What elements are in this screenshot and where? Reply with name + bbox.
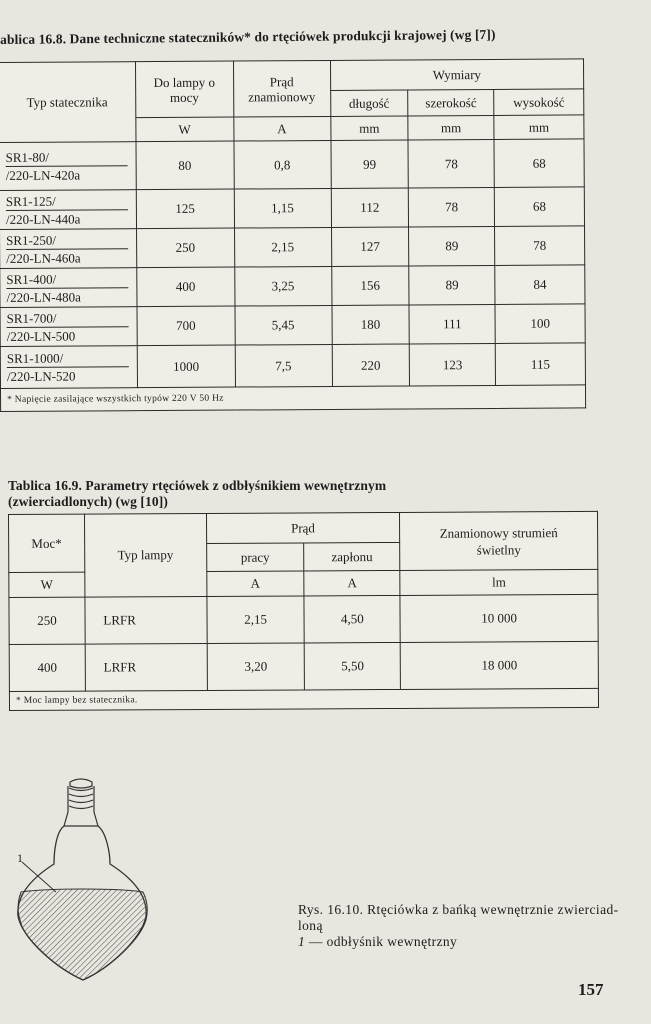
table-footnote: * Moc lampy bez statecznika. xyxy=(9,688,598,710)
unit-operating: A xyxy=(206,571,304,597)
lamp-base xyxy=(64,779,98,826)
ballast-type: SR1-400/ /220-LN-480a xyxy=(0,268,137,308)
table-16-8-caption: ablica 16.8. Dane techniczne stateczników* do rtęciówek produkcji krajowej (wg [7]) xyxy=(0,26,496,47)
ballast-type: SR1-125/ /220-LN-440a xyxy=(0,190,136,230)
table-row xyxy=(0,139,584,191)
ballast-data-table xyxy=(0,58,586,412)
cell-power: 80 xyxy=(136,141,234,190)
cell-power: 400 xyxy=(137,267,235,307)
cell-ignition: 5,50 xyxy=(305,642,401,690)
ballast-type: SR1-700/ /220-LN-500 xyxy=(0,307,137,347)
header-height: wysokość xyxy=(494,89,584,116)
header-width: szerokość xyxy=(408,89,494,116)
cell-ignition: 4,50 xyxy=(304,595,400,643)
cell-width: 78 xyxy=(409,187,495,227)
legend-number: 1 xyxy=(298,934,306,949)
header-dimensions: Wymiary xyxy=(330,59,584,91)
mirror-lamp-table xyxy=(8,511,599,711)
page-number: 157 xyxy=(578,980,604,999)
header-ignition-current: zapłonu xyxy=(304,542,400,571)
cell-current: 1,15 xyxy=(234,188,331,228)
cell-operating: 3,20 xyxy=(207,643,305,691)
cell-power: 250 xyxy=(9,597,85,644)
cell-width: 78 xyxy=(408,139,494,188)
unit-height: mm xyxy=(494,115,584,140)
cell-height: 115 xyxy=(495,343,585,386)
header-length: długość xyxy=(330,90,408,116)
cell-power: 1000 xyxy=(137,345,235,388)
cell-width: 89 xyxy=(409,226,495,266)
cell-height: 84 xyxy=(495,265,585,305)
unit-lamp-power: W xyxy=(136,117,234,142)
table-row xyxy=(9,641,598,691)
unit-length: mm xyxy=(330,116,408,140)
ballast-type: SR1-80/ /220-LN-420a xyxy=(0,142,136,191)
cell-current: 5,45 xyxy=(235,305,332,345)
table-16-9-caption: Tablica 16.9. Parametry rtęciówek z odbłyśnikiem wewnętrznym (zwierciadlonych) (wg [10]) xyxy=(8,478,387,509)
svg-text:1: 1 xyxy=(17,851,23,865)
unit-power: W xyxy=(9,572,85,597)
cell-height: 100 xyxy=(495,304,585,344)
header-current: Prąd xyxy=(206,512,400,543)
cell-current: 3,25 xyxy=(234,266,331,306)
cell-length: 180 xyxy=(331,305,409,344)
cell-power: 125 xyxy=(136,189,234,229)
unit-flux: lm xyxy=(400,569,598,595)
reflector-callout xyxy=(17,851,56,892)
cell-power: 250 xyxy=(136,228,234,268)
cell-length: 220 xyxy=(332,344,410,386)
cell-power: 400 xyxy=(9,644,85,691)
cell-length: 156 xyxy=(331,266,409,305)
cell-width: 111 xyxy=(409,304,495,344)
mirror-lamp-illustration xyxy=(10,770,180,1020)
table-row xyxy=(9,594,598,644)
cell-lamp-type: LRFR xyxy=(85,596,207,644)
cell-power: 700 xyxy=(137,306,235,346)
lamp-bulb xyxy=(18,826,147,980)
cell-width: 123 xyxy=(410,343,496,386)
header-rated-current: Prąd znamionowy xyxy=(233,60,330,117)
table-row xyxy=(0,226,585,269)
header-type: Typ statecznika xyxy=(0,62,136,143)
cell-flux: 10 000 xyxy=(400,594,598,642)
table-footnote: * Napięcie zasilające wszystkich typów 220 V 50 Hz xyxy=(0,385,585,412)
header-power: Moc* xyxy=(9,514,85,572)
cell-height: 78 xyxy=(495,226,585,266)
legend-text: — odbłyśnik wewnętrzny xyxy=(305,934,458,949)
cell-current: 2,15 xyxy=(234,227,331,267)
table-row xyxy=(0,187,585,230)
cell-length: 127 xyxy=(331,227,409,266)
header-lamp-power: Do lampy o mocy xyxy=(135,61,233,118)
cell-lamp-type: LRFR xyxy=(85,643,207,691)
cell-current: 0,8 xyxy=(234,140,331,189)
ballast-type: SR1-1000/ /220-LN-520 xyxy=(0,346,137,389)
cell-current: 7,5 xyxy=(235,344,332,387)
cell-flux: 18 000 xyxy=(400,641,598,689)
unit-current: A xyxy=(233,116,330,141)
cell-width: 89 xyxy=(409,265,495,305)
cell-height: 68 xyxy=(494,187,584,227)
table-row xyxy=(0,343,585,389)
table-row xyxy=(0,304,585,347)
header-lamp-type: Typ lampy xyxy=(84,513,206,597)
cell-length: 112 xyxy=(331,188,409,227)
figure-caption: Rys. 16.10. Rtęciówka z bańką wewnętrznie zwierciad- loną 1 — odbłyśnik wewnętrzny xyxy=(298,902,619,949)
table-row xyxy=(0,265,585,308)
header-luminous-flux: Znamionowy strumień świetlny xyxy=(400,511,598,570)
cell-operating: 2,15 xyxy=(207,596,305,644)
cell-length: 99 xyxy=(330,140,408,188)
header-operating-current: pracy xyxy=(206,543,304,572)
cell-height: 68 xyxy=(494,139,584,188)
unit-ignition: A xyxy=(304,570,400,596)
unit-width: mm xyxy=(408,115,494,140)
ballast-type: SR1-250/ /220-LN-460a xyxy=(0,229,137,269)
